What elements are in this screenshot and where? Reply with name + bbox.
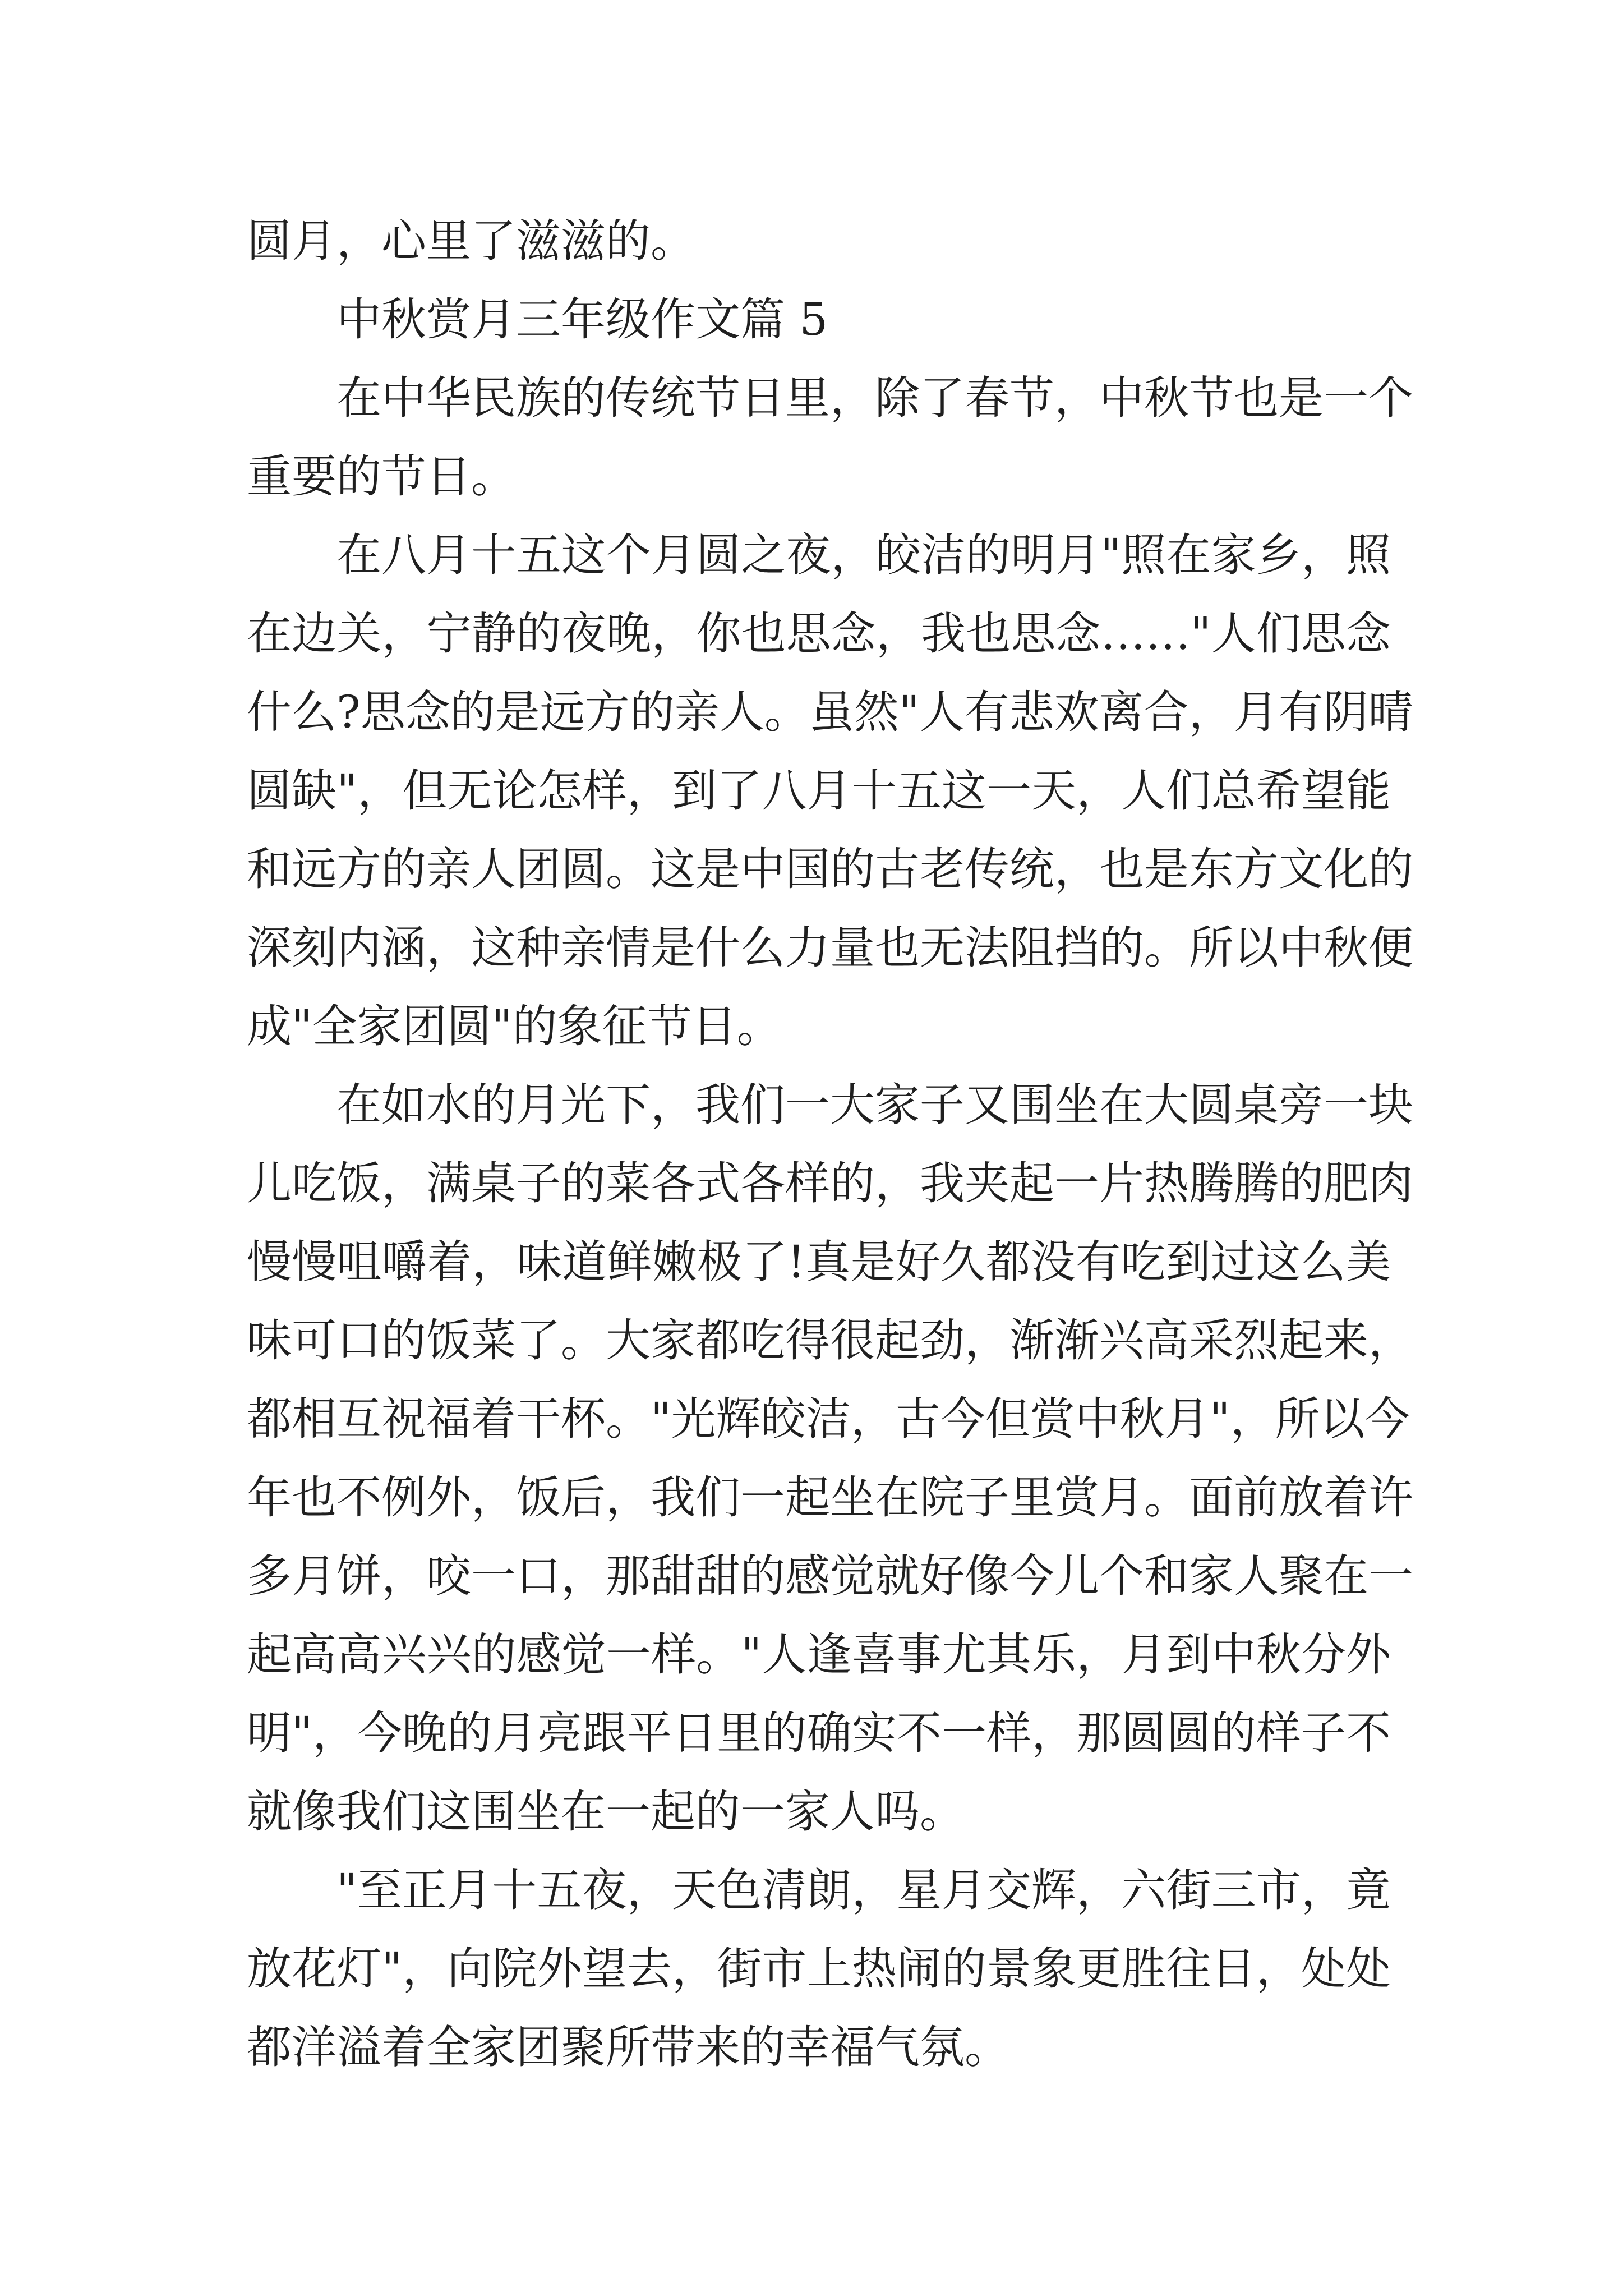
section-heading: 中秋赏月三年级作文篇 5 [336,293,828,346]
paragraph-line: 和远方的亲人团圆。这是中国的古老传统，也是东方文化的 [247,843,1413,895]
paragraph-line: 深刻内涵，这种亲情是什么力量也无法阻挡的。所以中秋便 [247,922,1413,974]
paragraph-line: 味可口的饭菜了。大家都吃得很起劲，渐渐兴高采烈起来， [247,1314,1413,1366]
paragraph-2 [247,516,1413,1066]
paragraph-line: 成"全家团圆"的象征节日。 [247,1000,782,1052]
paragraph-line: 明"，今晚的月亮跟平日里的确实不一样，那圆圆的样子不 [247,1707,1391,1759]
paragraph-line: "至正月十五夜，天色清朗，星月交辉，六街三市，竟 [336,1864,1391,1916]
document-body [247,202,1413,2087]
paragraph-line: 都洋溢着全家团聚所带来的幸福气氛。 [247,2021,1009,2073]
opening-line: 圆月，心里了滋滋的。 [247,215,695,267]
paragraph-line: 什么?思念的是远方的亲人。虽然"人有悲欢离合，月有阴晴 [247,686,1413,738]
paragraph-line: 在中华民族的传统节日里，除了春节，中秋节也是一个 [336,372,1413,424]
paragraph-line: 起高高兴兴的感觉一样。"人逢喜事尤其乐，月到中秋分外 [247,1628,1391,1681]
paragraph-3 [247,1066,1413,1851]
paragraph-line: 年也不例外，饭后，我们一起坐在院子里赏月。面前放着许 [247,1471,1413,1524]
paragraph-line: 在边关，宁静的夜晚，你也思念，我也思念……"人们思念 [247,608,1391,660]
paragraph-line: 多月饼，咬一口，那甜甜的感觉就好像今儿个和家人聚在一 [247,1550,1413,1602]
paragraph-line: 圆缺"，但无论怎样，到了八月十五这一天，人们总希望能 [247,765,1391,817]
paragraph-line: 慢慢咀嚼着，味道鲜嫩极了!真是好久都没有吃到过这么美 [247,1236,1391,1288]
paragraph-4 [247,1851,1391,2087]
paragraph-line: 都相互祝福着干杯。"光辉皎洁，古今但赏中秋月"，所以今 [247,1393,1410,1445]
paragraph-line: 在如水的月光下，我们一大家子又围坐在大圆桌旁一块 [336,1079,1413,1131]
paragraph-line: 在八月十五这个月圆之夜，皎洁的明月"照在家乡，照 [336,529,1391,581]
paragraph-1 [247,359,1413,516]
paragraph-line: 重要的节日。 [247,450,516,503]
paragraph-line: 儿吃饭，满桌子的菜各式各样的，我夹起一片热腾腾的肥肉 [247,1157,1413,1209]
paragraph-line: 放花灯"，向院外望去，街市上热闹的景象更胜往日，处处 [247,1943,1391,1995]
paragraph-line: 就像我们这围坐在一起的一家人吗。 [247,1786,965,1838]
